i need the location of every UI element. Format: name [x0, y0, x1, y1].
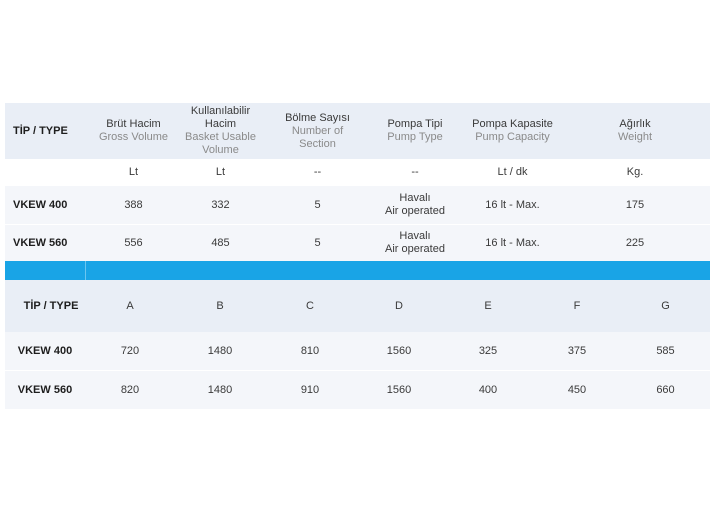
row-pump-en: Air operated	[385, 205, 445, 217]
row-pump-tr: Havalı	[399, 230, 431, 242]
row-capacity: 16 lt - Max.	[485, 236, 540, 249]
unit-sections: --	[313, 166, 322, 178]
unit-usable: Lt	[215, 166, 226, 178]
unit-pump-type: --	[411, 166, 419, 178]
table1-col-weight	[585, 103, 685, 159]
table2-header-row	[5, 280, 710, 332]
table2-col-d: D	[395, 299, 403, 312]
col-pump-capacity-en: Pump Capacity	[475, 131, 550, 143]
table2-col-b: B	[216, 299, 224, 312]
row-type: VKEW 400	[17, 344, 73, 357]
table1-col-gross	[85, 103, 182, 159]
row-capacity: 16 lt - Max.	[485, 198, 540, 211]
col-gross-en: Gross Volume	[98, 131, 169, 143]
table2-col-c: C	[306, 299, 314, 312]
col-gross-tr: Brüt Hacim	[106, 118, 161, 130]
table1-header-row	[5, 103, 710, 159]
row-g: 660	[656, 383, 675, 396]
row-gross: 388	[124, 198, 143, 211]
table-row	[5, 186, 710, 224]
row-pump-tr: Havalı	[399, 192, 431, 204]
col-usable-tr: Kullanılabilir Hacim	[190, 105, 251, 130]
row-b: 1480	[207, 344, 233, 357]
row-d: 1560	[386, 344, 412, 357]
unit-pump-capacity: Lt / dk	[497, 166, 528, 178]
table-row	[5, 225, 710, 261]
row-f: 450	[567, 383, 587, 396]
row-pump-en: Air operated	[385, 243, 445, 255]
table2-col-e: E	[484, 299, 492, 312]
table1-units-row	[5, 159, 710, 186]
row-type: VKEW 560	[17, 383, 73, 396]
col-weight-tr: Ağırlık	[619, 118, 651, 130]
row-type: VKEW 560	[13, 236, 68, 249]
unit-weight: Kg.	[626, 166, 644, 178]
table1-col-pump-capacity	[460, 103, 565, 159]
col-sections-en: Number of Section	[291, 124, 344, 150]
accent-bar	[5, 261, 710, 280]
row-e: 325	[478, 344, 498, 357]
row-pump-type	[370, 225, 460, 261]
row-usable: 485	[211, 236, 230, 249]
table2-col-g: G	[661, 299, 670, 312]
table1-type-header: TİP / TYPE	[13, 124, 68, 137]
col-sections-tr: Bölme Sayısı	[285, 111, 350, 124]
row-c: 810	[300, 344, 320, 357]
row-weight: 175	[625, 198, 645, 211]
table1-col-sections	[265, 103, 370, 159]
row-c: 910	[300, 383, 320, 396]
row-usable: 332	[211, 198, 230, 211]
col-weight-en: Weight	[617, 131, 653, 143]
table2-col-a: A	[126, 299, 134, 312]
table2-type-header: TİP / TYPE	[23, 299, 79, 312]
row-sections: 5	[314, 198, 321, 211]
col-usable-en: Basket Usable Volume	[185, 131, 256, 156]
row-type: VKEW 400	[13, 198, 68, 211]
row-e: 400	[478, 383, 498, 396]
row-weight: 225	[625, 236, 645, 249]
col-pump-type-en: Pump Type	[387, 131, 443, 143]
row-sections: 5	[314, 236, 321, 249]
table-row	[5, 332, 710, 370]
row-gross: 556	[124, 236, 143, 249]
col-pump-type-tr: Pompa Tipi	[387, 118, 443, 130]
row-a: 720	[120, 344, 140, 357]
unit-gross: Lt	[128, 166, 139, 178]
row-f: 375	[567, 344, 587, 357]
table1-col-pump-type	[370, 103, 460, 159]
row-g: 585	[656, 344, 675, 357]
row-d: 1560	[386, 383, 412, 396]
row-b: 1480	[207, 383, 233, 396]
row-pump-type	[370, 186, 460, 224]
table2-col-f: F	[573, 299, 581, 312]
col-pump-capacity-tr: Pompa Kapasite	[472, 118, 553, 130]
table1-col-usable	[182, 103, 259, 159]
table-row	[5, 371, 710, 409]
row-a: 820	[120, 383, 140, 396]
accent-bar-split	[85, 261, 86, 280]
